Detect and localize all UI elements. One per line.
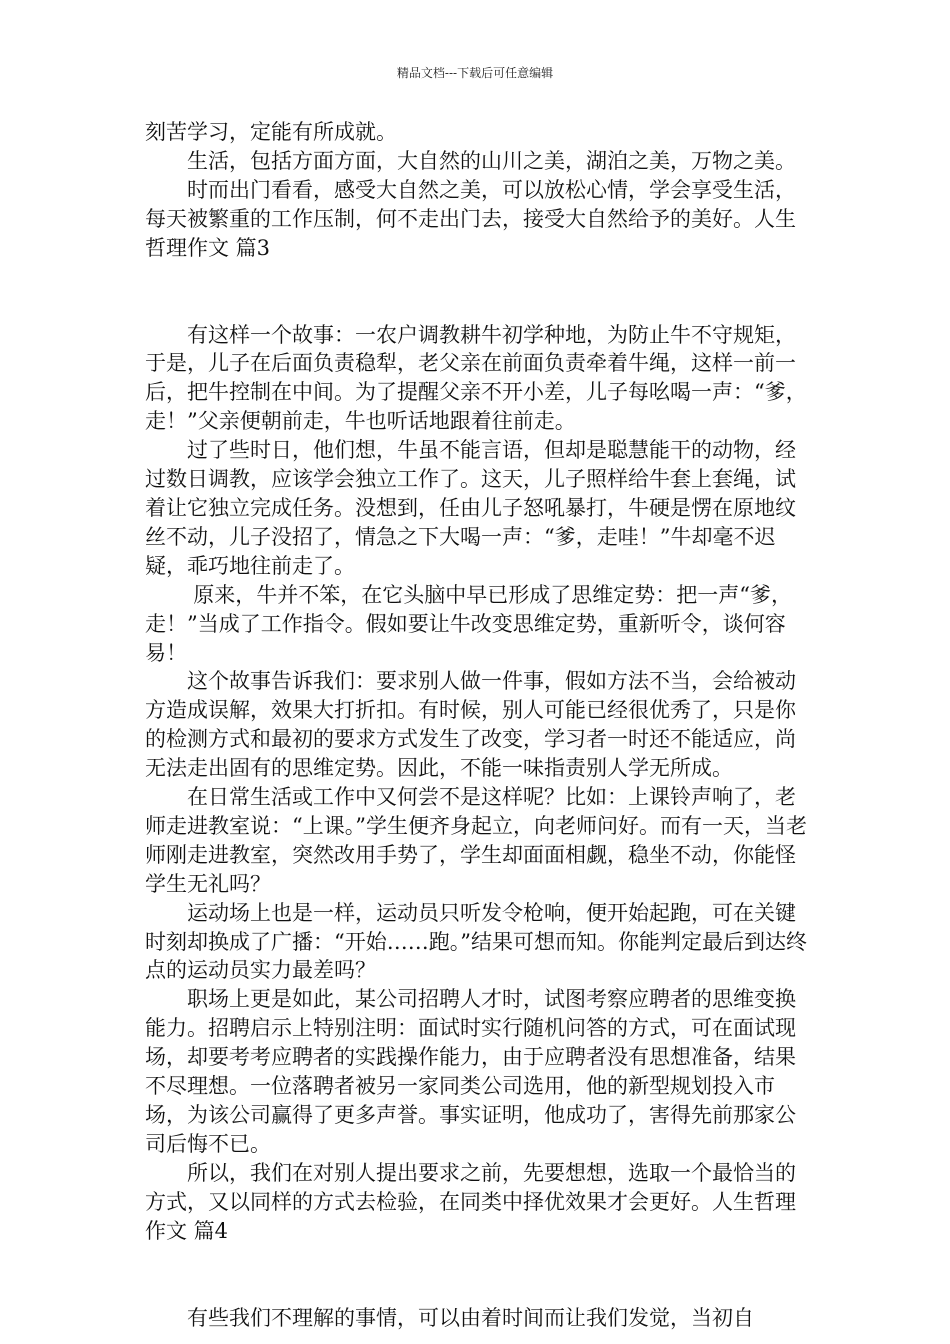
paragraph: 生活，包括方面方面，大自然的山川之美，湖泊之美，万物之美。 xyxy=(187,148,796,173)
paragraph: 过了些时日，他们想，牛虽不能言语，但却是聪慧能干的动物，经过数日调教，应该学会独立工作了。这天，儿子照样给牛套上套绳，试着让它独立完成任务。没想到，任由儿子怒吼暴打，牛硬是愣在原地纹丝不动，儿子没招了，情急之下大喝一声：“爹，走哇！”牛却毫不迟疑，乖巧地往前走了。 xyxy=(145,438,796,578)
section-gap xyxy=(145,1246,815,1304)
paragraph: 这个故事告诉我们：要求别人做一件事，假如方法不当，会给被动方造成误解，效果大打折扣。有时候，别人可能已经很优秀了，只是你的检测方式和最初的要求方式发生了改变，学习者一时还不能适应，尚无法走出固有的思维定势。因此，不能一味指责别人学无所成。 xyxy=(145,669,796,781)
paragraph: 原来，牛并不笨，在它头脑中早已形成了思维定势：把一声“爹，走！”当成了工作指令。假如要让牛改变思维定势，重新听令，谈何容易！ xyxy=(145,582,793,665)
paragraph: 有些我们不理解的事情，可以由着时间而让我们发觉，当初自 xyxy=(187,1305,754,1330)
paragraph: 职场上更是如此，某公司招聘人才时，试图考察应聘者的思维变换能力。招聘启示上特别注明：面试时实行随机问答的方式，可在面试现场，却要考考应聘者的实践操作能力，由于应聘者没有思想准备，结果不尽理想。一位落聘者被另一家同类公司选用，他的新型规划投入市场，为该公司赢得了更多声誉。事实证明，他成功了，害得先前那家公司后悔不已。 xyxy=(145,987,796,1156)
section-gap xyxy=(145,263,815,321)
document-body xyxy=(145,118,815,1332)
page-header: 精品文档---下载后可任意编辑 xyxy=(396,66,554,80)
paragraph: 在日常生活或工作中又何尝不是这样呢？比如：上课铃声响了，老师走进教室说：“上课。”学生便齐身起立，向老师问好。而有一天，当老师刚走进教室，突然改用手势了，学生却面面相觑，稳坐不动，你能怪学生无礼吗？ xyxy=(145,785,807,896)
paragraph: 运动场上也是一样，运动员只听发令枪响，便开始起跑，可在关键时刻却换成了广播：“开始……跑。”结果可想而知。你能判定最后到达终点的运动员实力最差吗？ xyxy=(145,900,807,983)
paragraph: 有这样一个故事：一农户调教耕牛初学种地，为防止牛不守规矩，于是，儿子在后面负责稳犁，老父亲在前面负责牵着牛绳，这样一前一后，把牛控制在中间。为了提醒父亲不开小差，儿子每吆喝一声：“爹，走！”父亲便朝前走，牛也听话地跟着往前走。 xyxy=(145,322,807,434)
paragraph: 时而出门看看，感受大自然之美，可以放松心情，学会享受生活，每天被繁重的工作压制，何不走出门去，接受大自然给予的美好。人生哲理作文 篇3 xyxy=(145,177,796,260)
paragraph-continuation: 刻苦学习，定能有所成就。 xyxy=(145,120,397,144)
paragraph: 所以，我们在对别人提出要求之前，先要想想，选取一个最恰当的方式，又以同样的方式去检验，在同类中择优效果才会更好。人生哲理作文 篇4 xyxy=(145,1160,796,1243)
